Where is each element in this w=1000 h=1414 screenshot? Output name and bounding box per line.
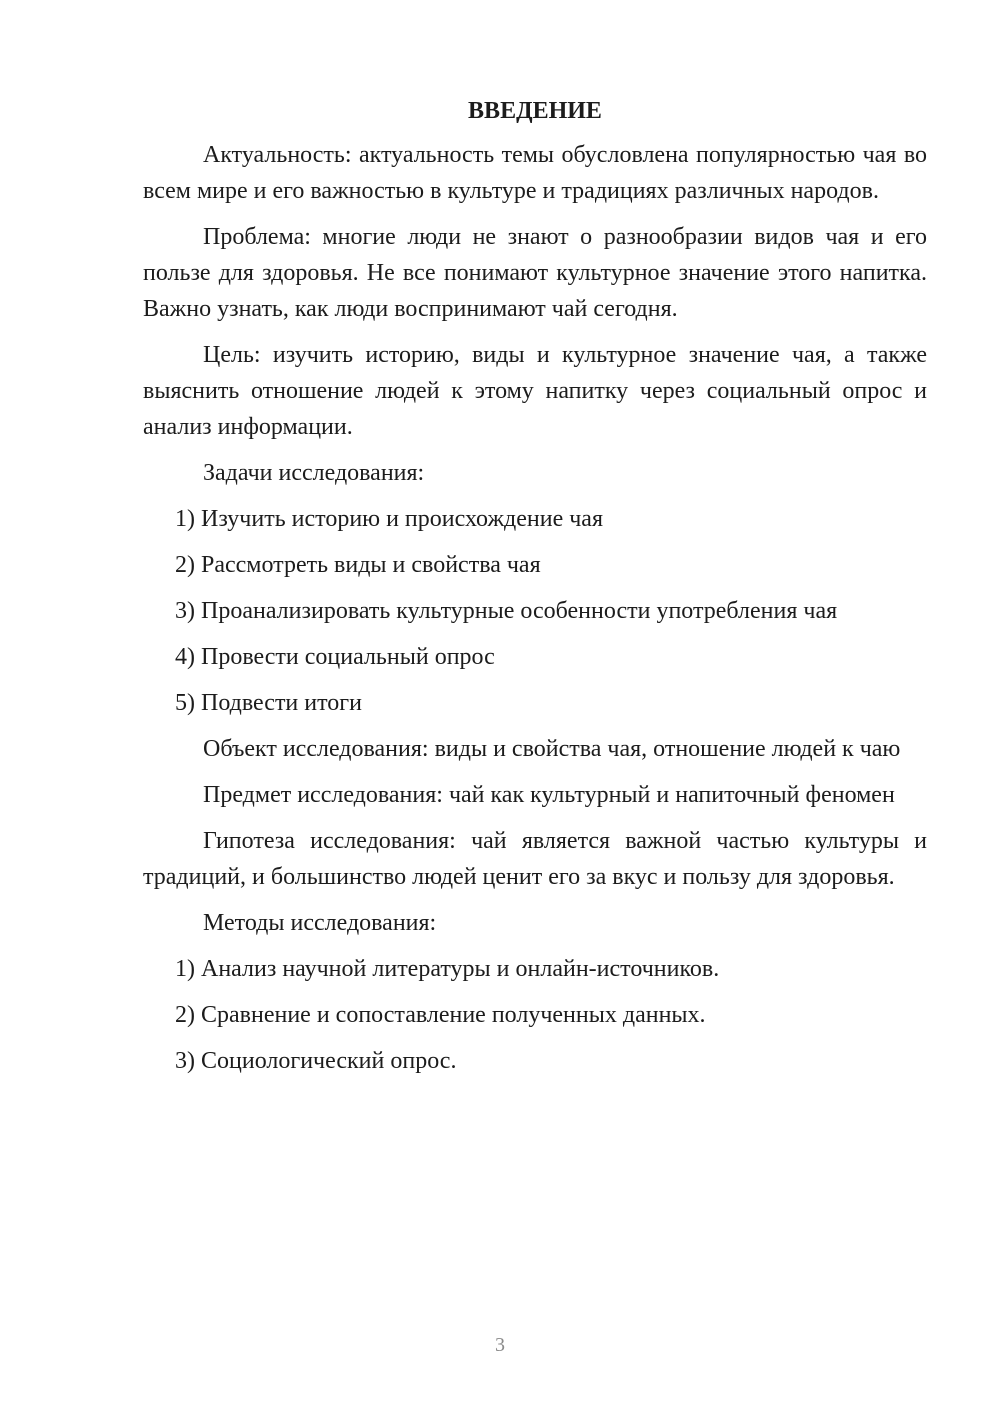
task-item: 5) Подвести итоги (175, 690, 362, 716)
goal-paragraph: Цель: изучить историю, виды и культурное значение чая, а также выяснить отношение людей к этому напитку через социальный опрос и анализ информации. (143, 342, 927, 440)
problem-paragraph: Проблема: многие люди не знают о разнообразии видов чая и его пользе для здоровья. Не все понимают культурное значение этого напитка. Важно узнать, как люди воспринимают чай сегодня. (143, 224, 927, 322)
relevance-paragraph: Актуальность: актуальность темы обусловлена популярностью чая во всем мире и его важностью в культуре и традициях различных народов. (143, 142, 927, 204)
hypothesis-paragraph: Гипотеза исследования: чай является важной частью культуры и традиций, и большинство людей ценит его за вкус и пользу для здоровья. (143, 828, 927, 890)
tasks-heading: Задачи исследования: (203, 460, 425, 486)
section-title: ВВЕДЕНИЕ (468, 98, 602, 124)
methods-heading: Методы исследования: (203, 910, 437, 936)
task-item: 2) Рассмотреть виды и свойства чая (175, 552, 541, 578)
method-item: 2) Сравнение и сопоставление полученных данных. (175, 1002, 706, 1028)
task-item: 4) Провести социальный опрос (175, 644, 495, 670)
subject-line: Предмет исследования: чай как культурный и напиточный феномен (203, 782, 895, 808)
method-item: 1) Анализ научной литературы и онлайн-источников. (175, 956, 720, 982)
method-item: 3) Социологический опрос. (175, 1048, 457, 1074)
task-item: 1) Изучить историю и происхождение чая (175, 506, 603, 532)
page-content (143, 93, 927, 1089)
object-line: Объект исследования: виды и свойства чая, отношение людей к чаю (203, 736, 901, 762)
task-item: 3) Проанализировать культурные особенности употребления чая (175, 598, 838, 624)
page-number: 3 (495, 1334, 505, 1356)
